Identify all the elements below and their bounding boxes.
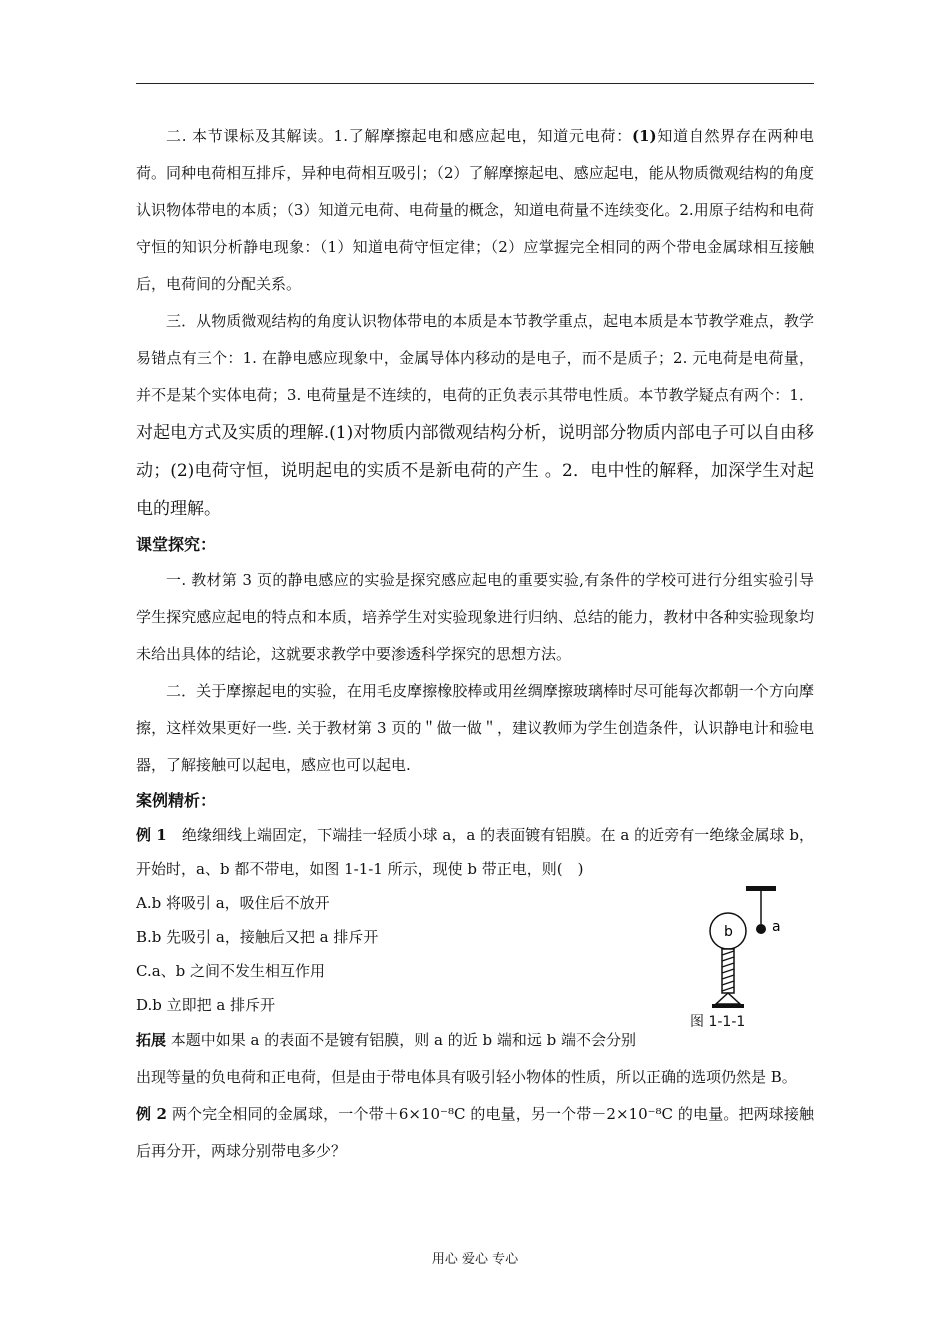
extension-line2: 出现等量的负电荷和正电荷，但是由于带电体具有吸引轻小物体的性质，所以正确的选项仍然是 B。 bbox=[136, 1068, 797, 1086]
label-a: a bbox=[772, 919, 781, 935]
paragraph-key-points bbox=[136, 303, 814, 528]
figure-1-1-1 bbox=[688, 880, 798, 1040]
ceiling-mount bbox=[746, 886, 776, 891]
paragraph-standards bbox=[136, 118, 814, 303]
p2-bold: (1) bbox=[631, 127, 657, 145]
base-triangle bbox=[716, 993, 740, 1004]
example-1-label: 例 1 bbox=[136, 826, 167, 844]
heading-classroom-inquiry: 课堂探究： bbox=[136, 535, 217, 554]
example-2-text: 两个完全相同的金属球，一个带＋6×10⁻⁸C 的电量，另一个带－2×10⁻⁸C 的电量。把两球接触后再分开，两球分别带电多少？ bbox=[136, 1105, 814, 1160]
option-a: A.b 将吸引 a，吸住后不放开 bbox=[136, 894, 330, 912]
extension-text: 本题中如果 a 的表面不是镀有铝膜，则 a 的近 b 端和远 b 端不会分别 bbox=[166, 1031, 637, 1049]
heading-case-analysis: 案例精析： bbox=[136, 791, 217, 810]
extension-label: 拓展 bbox=[136, 1031, 167, 1049]
option-c: C.a、b 之间不发生相互作用 bbox=[136, 962, 326, 980]
extension-line1 bbox=[136, 1022, 681, 1059]
options-list bbox=[136, 886, 676, 1022]
option-d: D.b 立即把 a 排斥开 bbox=[136, 996, 276, 1014]
example-1-text: 绝缘细线上端固定，下端挂一轻质小球 a，a 的表面镀有铝膜。在 a 的近旁有一绝缘金属球 b，开始时，a、b 都不带电，如图 1-1-1 所示，现使 b 带正电，则( ) bbox=[136, 826, 814, 878]
electroscope-diagram bbox=[688, 880, 798, 1010]
p2-head: 二. 本节课标及其解读。1.了解摩擦起电和感应起电，知道元电荷： bbox=[166, 127, 632, 145]
example-1 bbox=[136, 818, 814, 886]
p3-a: 三．从物质微观结构的角度认识物体带电的本质是本节教学重点，起电本质是本节教学难点，教学易错点有三个：1. 在静电感应现象中，金属导体内移动的是电子，而不是质子；2. 元电荷是电荷量，并不是某个实体电荷；3. 电荷量是不连续的，电荷的正负表示其带电性质。本节教学疑点有两个：1． bbox=[136, 312, 814, 404]
option-b: B.b 先吸引 a，接触后又把 a 排斥开 bbox=[136, 928, 379, 946]
ball-a bbox=[756, 924, 766, 934]
figure-caption: 图 1-1-1 bbox=[690, 1014, 746, 1030]
label-b: b bbox=[724, 924, 733, 940]
p2-rest: 知道自然界存在两种电荷。同种电荷相互排斥，异种电荷相互吸引；（2）了解摩擦起电、感应起电，能从物质微观结构的角度认识物体带电的本质；（3）知道元电荷、电荷量的概念，知道电荷量不连续变化。2.用原子结构和电荷守恒的知识分析静电现象：（1）知道电荷守恒定律；（2）应掌握完全相同的两个带电金属球相互接触后，电荷间的分配关系。 bbox=[136, 127, 814, 293]
example-2-label: 例 2 bbox=[136, 1105, 167, 1123]
header-rule bbox=[136, 83, 814, 84]
inquiry-item-2: 二．关于摩擦起电的实验，在用毛皮摩擦橡胶棒或用丝绸摩擦玻璃棒时尽可能每次都朝一个方向摩擦，这样效果更好一些. 关于教材第 3 页的＂做一做＂，建议教师为学生创造条件，认识静电计和验电器，了解接触可以起电，感应也可以起电. bbox=[136, 682, 814, 774]
example-2 bbox=[136, 1096, 814, 1170]
inquiry-item-1: 一. 教材第 3 页的静电感应的实验是探究感应起电的重要实验,有条件的学校可进行分组实验引导学生探究感应起电的特点和本质，培养学生对实验现象进行归纳、总结的能力，教材中各种实验现象均未给出具体的结论，这就要求教学中要渗透科学探究的思想方法。 bbox=[136, 571, 814, 663]
base-plate bbox=[712, 1004, 744, 1008]
p3-b: 对起电方式及实质的理解.(1)对物质内部微观结构分析，说明部分物质内部电子可以自由移动；(2)电荷守恒，说明起电的实质不是新电荷的产生 。2．电中性的解释，加深学生对起电的理解。 bbox=[136, 423, 814, 519]
page-footer: 用心 爱心 专心 bbox=[431, 1252, 519, 1267]
